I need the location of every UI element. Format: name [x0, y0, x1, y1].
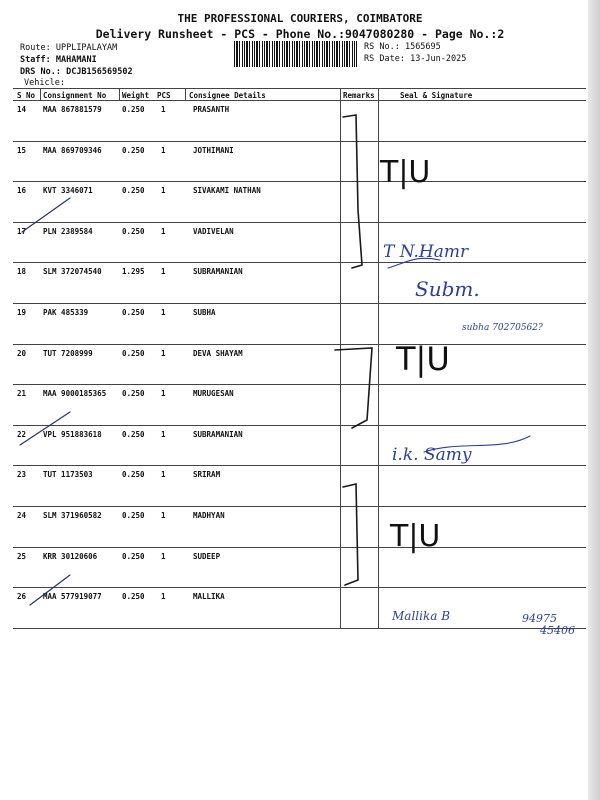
col-header-pcs: PCS: [157, 91, 171, 100]
staff-value: MAHAMANI: [55, 55, 97, 65]
rs-no-label: RS No.:: [364, 42, 400, 52]
rs-date-value: 13-Jun-2025: [410, 54, 467, 64]
tu-mark-3: T|U: [390, 519, 441, 554]
cell-consignment-no: TUT 7208999: [43, 348, 93, 358]
route-label: Route:: [20, 43, 51, 53]
cell-sno: 24: [17, 511, 27, 520]
drs-label: DRS No.:: [20, 67, 61, 77]
cell-consignee: MURUGESAN: [193, 389, 234, 399]
cell-pcs: 1: [161, 267, 166, 277]
note-bottom-1: 94975: [522, 612, 557, 625]
signature-vadivelan: T N.Hamr: [383, 242, 469, 262]
cell-consignee: SRIRAM: [193, 470, 221, 480]
cell-consignee: SUDEEP: [193, 551, 221, 561]
cell-consignment-no: MAA 867881579: [43, 105, 102, 114]
cell-consignment-no: PAK 485339: [43, 308, 89, 317]
tick-mark: [20, 412, 70, 445]
cell-weight: 1.295: [122, 267, 145, 277]
cell-consignee: SUBHA: [193, 308, 216, 317]
cell-sno: 17: [17, 226, 27, 236]
signature-mallika: Mallika B: [392, 609, 451, 623]
col-header-consignment: Consignment No: [43, 91, 107, 100]
tu-mark-1: T|U: [380, 155, 431, 190]
cell-consignee: SUBRAMANIAN: [193, 429, 243, 439]
note-subha: subha 70270562?: [462, 323, 543, 333]
cell-weight: 0.250: [122, 551, 145, 561]
signature-subramanian: Subm.: [415, 277, 480, 301]
col-header-remarks: Remarks: [343, 91, 375, 100]
cell-consignee: JOTHIMANI: [193, 145, 234, 155]
cell-consignment-no: TUT 1173503: [43, 470, 93, 480]
cell-consignment-no: KVT 3346071: [43, 186, 93, 196]
cell-weight: 0.250: [122, 470, 145, 480]
cell-consignment-no: SLM 372074540: [43, 267, 102, 277]
cell-weight: 0.250: [122, 145, 145, 155]
cell-sno: 14: [17, 105, 27, 114]
cell-consignment-no: SLM 371960582: [43, 511, 102, 520]
col-header-consignee: Consignee Details: [189, 91, 266, 100]
drs-value: DCJB156569502: [66, 67, 133, 77]
remarks-bracket: [343, 115, 362, 268]
cell-weight: 0.250: [122, 429, 145, 439]
cell-consignment-no: PLN 2389584: [43, 226, 93, 236]
cell-consignee: MALLIKA: [193, 592, 225, 602]
cell-consignment-no: KRR 30120606: [43, 551, 98, 561]
cell-sno: 15: [17, 145, 27, 155]
cell-weight: 0.250: [122, 348, 145, 358]
cell-pcs: 1: [161, 308, 166, 317]
cell-weight: 0.250: [122, 389, 145, 399]
cell-sno: 23: [17, 470, 27, 480]
cell-pcs: 1: [161, 429, 166, 439]
rs-date-label: RS Date:: [364, 54, 405, 64]
cell-consignee: MADHYAN: [193, 511, 225, 520]
col-header-signature: Seal & Signature: [400, 91, 473, 100]
cell-consignment-no: MAA 9000185365: [43, 389, 107, 399]
cell-pcs: 1: [161, 186, 166, 196]
cell-sno: 22: [17, 429, 27, 439]
cell-pcs: 1: [161, 592, 166, 602]
rs-no-value: 1565695: [404, 42, 441, 52]
cell-pcs: 1: [161, 511, 166, 520]
staff-label: Staff:: [20, 55, 51, 65]
cell-pcs: 1: [161, 389, 166, 399]
cell-consignee: SUBRAMANIAN: [193, 267, 243, 277]
cell-consignee: SIVAKAMI NATHAN: [193, 186, 261, 196]
cell-sno: 18: [17, 267, 27, 277]
cell-weight: 0.250: [122, 308, 145, 317]
cell-weight: 0.250: [122, 511, 145, 520]
cell-consignment-no: MAA 869709346: [43, 145, 102, 155]
col-header-sno: S No: [17, 91, 36, 100]
cell-consignment-no: MAA 577919077: [43, 592, 102, 602]
cell-consignee: DEVA SHAYAM: [193, 348, 243, 358]
cell-sno: 26: [17, 592, 27, 602]
cell-consignee: VADIVELAN: [193, 226, 234, 236]
cell-sno: 21: [17, 389, 27, 399]
company-title: THE PROFESSIONAL COURIERS, COIMBATORE: [177, 12, 423, 25]
remarks-bracket: [335, 348, 372, 428]
cell-pcs: 1: [161, 145, 166, 155]
cell-weight: 0.250: [122, 226, 145, 236]
cell-weight: 0.250: [122, 186, 145, 196]
cell-pcs: 1: [161, 551, 166, 561]
cell-pcs: 1: [161, 348, 166, 358]
cell-consignment-no: VPL 951883618: [43, 429, 102, 439]
tick-mark: [22, 198, 70, 232]
cell-pcs: 1: [161, 105, 166, 114]
cell-pcs: 1: [161, 470, 166, 480]
runsheet-subtitle: Delivery Runsheet - PCS - Phone No.:9047080280 - Page No.:2: [95, 27, 505, 41]
tick-mark: [30, 575, 70, 605]
tu-mark-2: T|U: [396, 340, 450, 378]
cell-sno: 16: [17, 186, 27, 196]
cell-sno: 25: [17, 551, 27, 561]
cell-sno: 20: [17, 348, 27, 358]
cell-weight: 0.250: [122, 105, 145, 114]
cell-weight: 0.250: [122, 592, 145, 602]
remarks-bracket: [343, 484, 358, 585]
cell-pcs: 1: [161, 226, 166, 236]
cell-sno: 19: [17, 308, 27, 317]
route-value: UPPLIPALAYAM: [55, 43, 118, 53]
note-bottom-2: 45406: [540, 624, 575, 637]
cell-consignee: PRASANTH: [193, 105, 230, 114]
signature-row22: i.k. Samy: [392, 445, 472, 465]
vehicle-label: Vehicle:: [24, 78, 65, 88]
col-header-weight: Weight: [122, 91, 150, 100]
